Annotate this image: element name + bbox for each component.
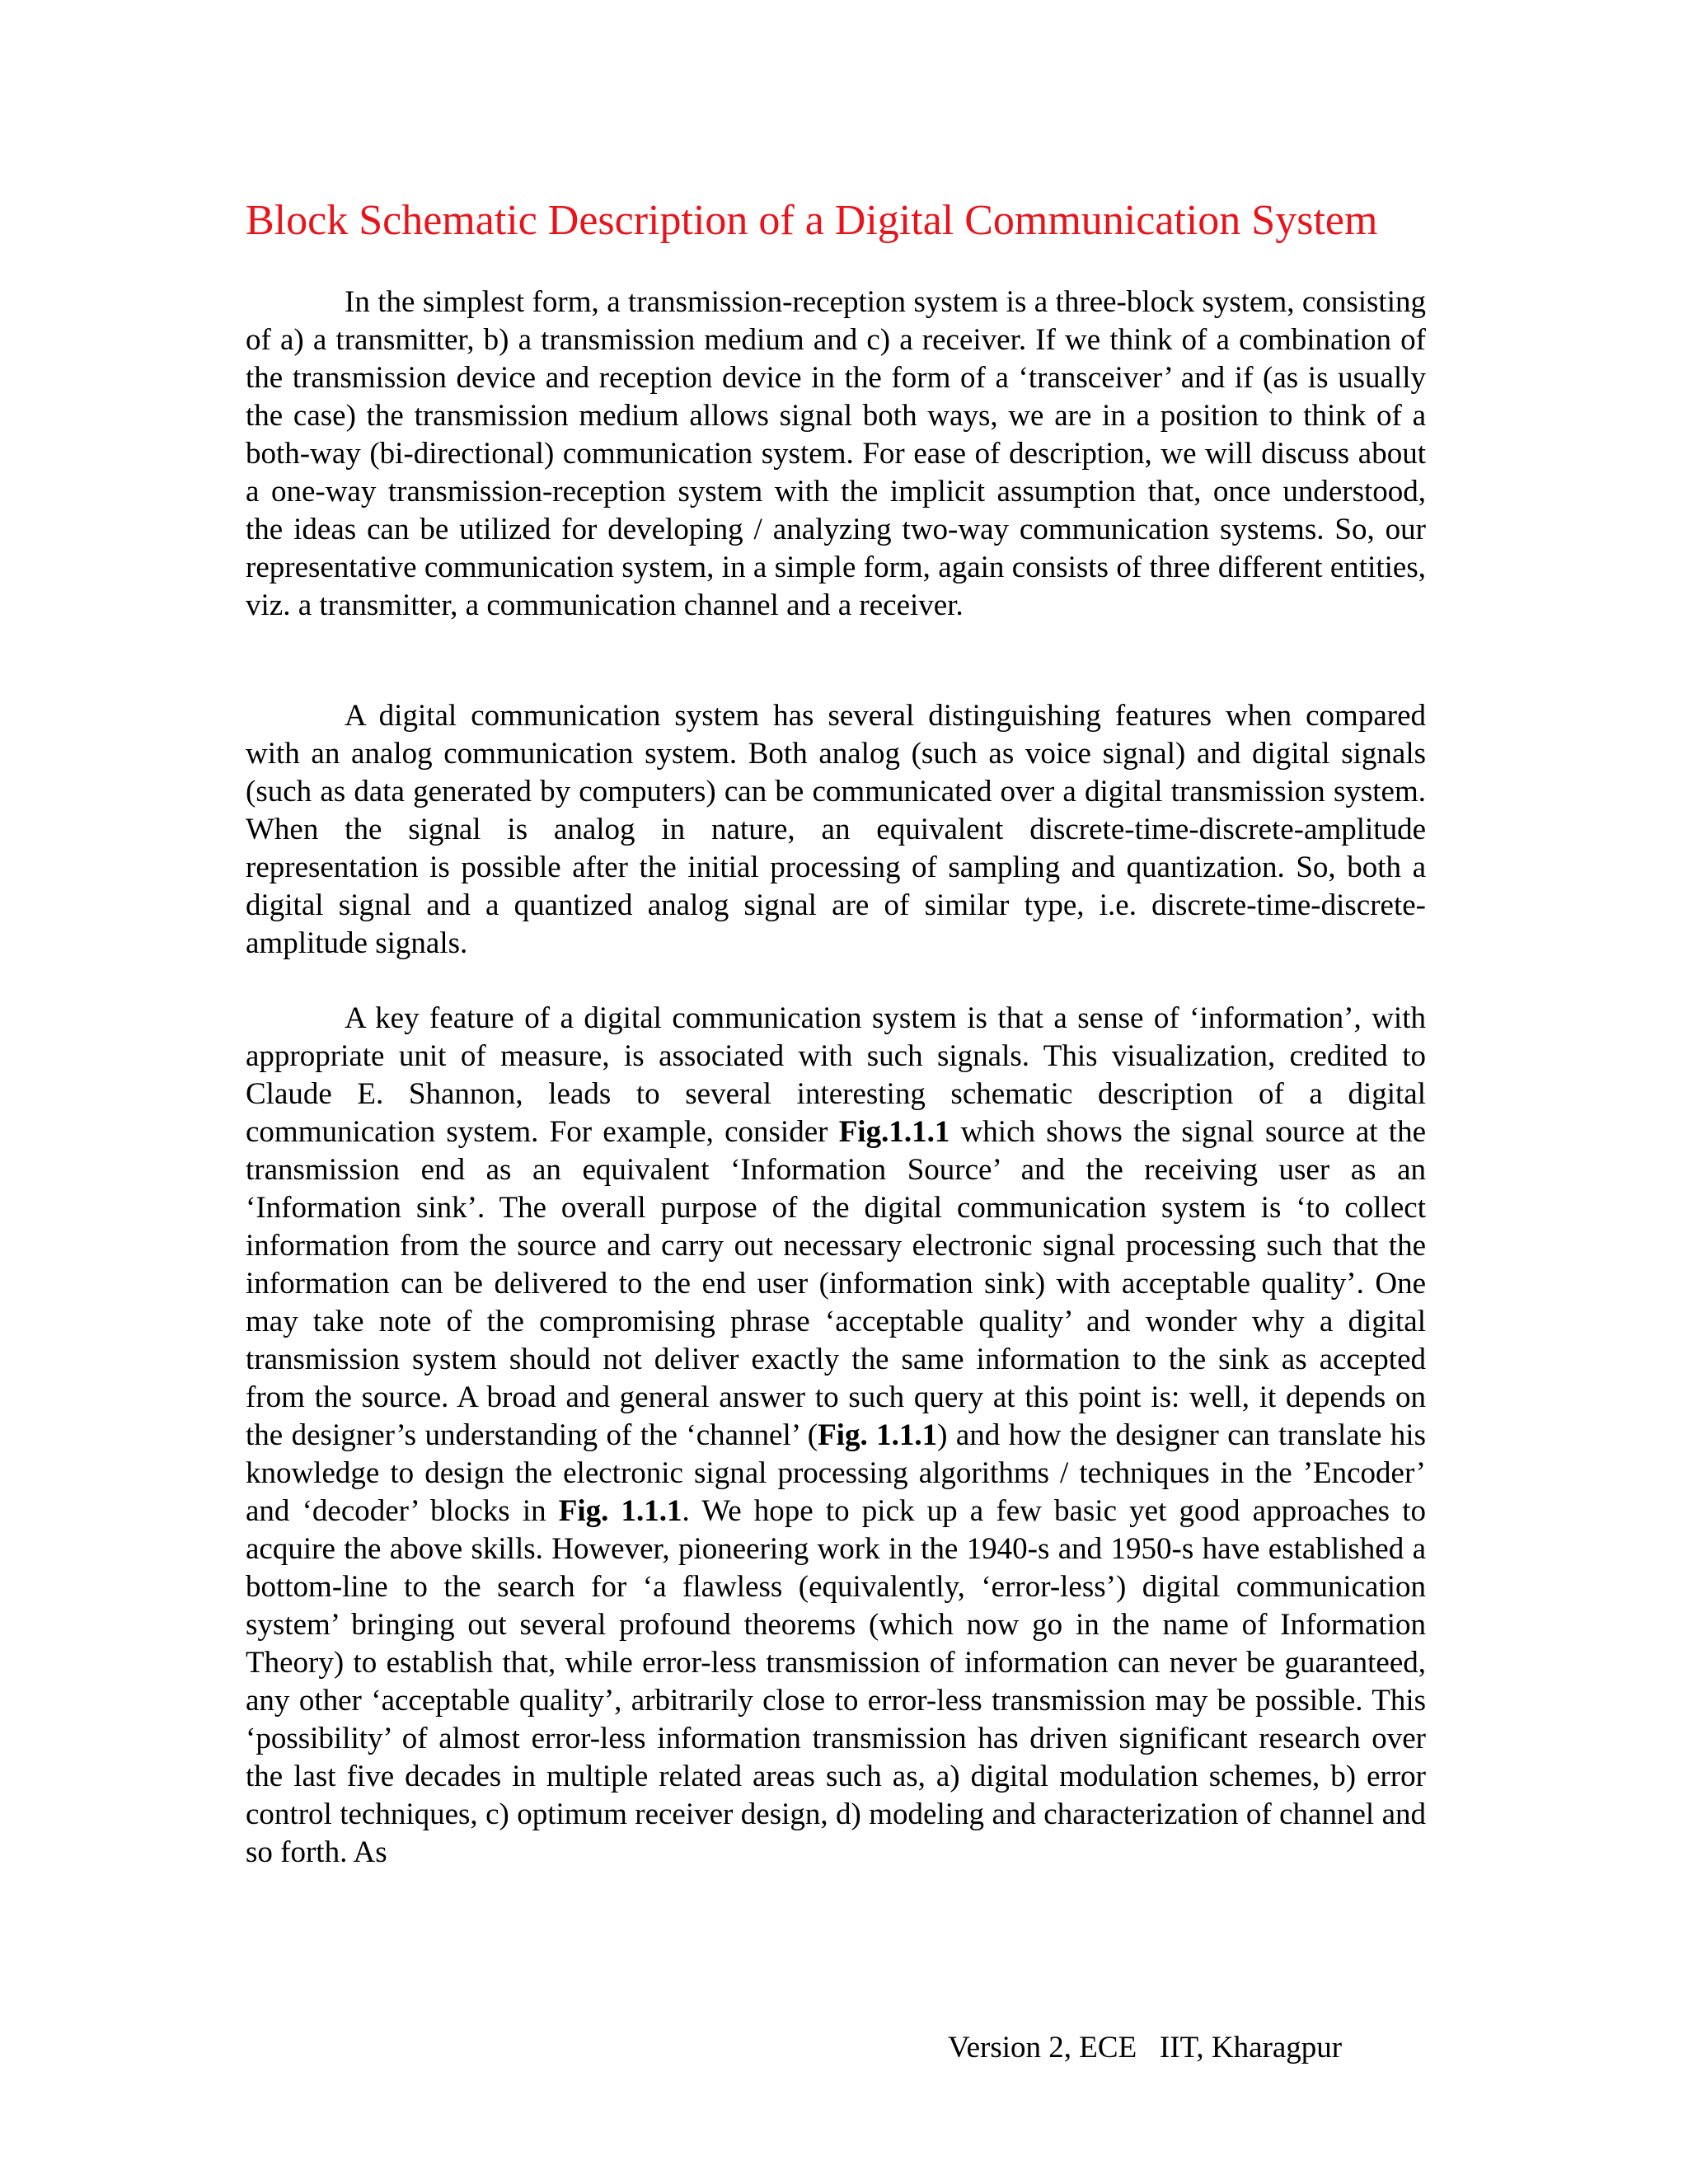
paragraph-3 xyxy=(246,1000,1426,1872)
paragraph-3-text-3: ) and how the designer can translate his knowledge to design the electronic signal processing algorithms / techniques in the ’Encoder’ and ‘decoder’ blocks in xyxy=(246,1418,1426,1528)
figure-reference: Fig.1.1.1 xyxy=(838,1115,950,1149)
page-title: Block Schematic Description of a Digital Communication System xyxy=(246,197,1378,244)
figure-reference: Fig. 1.1.1 xyxy=(558,1494,682,1528)
paragraph-3-text-2: which shows the signal source at the transmission end as an equivalent ‘Information Source’ and the receiving user as an ‘Information sink’. The overall purpose of the digital communication system is ‘to collect information from the source and carry out necessary electronic signal processing such that the information can be delivered to the end user (information sink) with acceptable quality’. One may take note of the compromising phrase ‘acceptable quality’ and wonder why a digital transmission system should not deliver exactly the same information to the sink as accepted from the source. A broad and general answer to such query at this point is: well, it depends on the designer’s understanding of the ‘channel’ ( xyxy=(246,1115,1426,1452)
paragraph-3-text-4: . We hope to pick up a few basic yet good approaches to acquire the above skills. However, pioneering work in the 1940-s and 1950-s have established a bottom-line to the search for ‘a flawless (equivalently, ‘error-less’) digital communication system’ bringing out several profound theorems (which now go in the name of Information Theory) to establish that, while error-less transmission of information can never be guaranteed, any other ‘acceptable quality’, arbitrarily close to error-less transmission may be possible. This ‘possibility’ of almost error-less information transmission has driven significant research over the last five decades in multiple related areas such as, a) digital modulation schemes, b) error control techniques, c) optimum receiver design, d) modeling and characterization of channel and so forth. As xyxy=(246,1494,1426,1869)
paragraph-3-text-1: A key feature of a digital communication system is that a sense of ‘information’, with appropriate unit of measure, is associated with such signals. This visualization, credited to Claude E. Shannon, leads to several interesting schematic description of a digital communication system. For example, consider xyxy=(246,1001,1426,1149)
figure-reference: Fig. 1.1.1 xyxy=(818,1418,938,1452)
page-footer: Version 2, ECE IIT, Kharagpur xyxy=(948,2031,1343,2064)
paragraph-2: A digital communication system has several distinguishing features when compared with an analog communication system. Both analog (such as voice signal) and digital signals (such as data generated by computers) can be communicated over a digital transmission system. When the signal is analog in nature, an equivalent discrete-time-discrete-amplitude representation is possible after the initial processing of sampling and quantization. So, both a digital signal and a quantized analog signal are of similar type, i.e. discrete-time-discrete-amplitude signals. xyxy=(246,699,1426,960)
paragraph-1: In the simplest form, a transmission-reception system is a three-block system, consisting of a) a transmitter, b) a transmission medium and c) a receiver. If we think of a combination of the transmission device and reception device in the form of a ‘transceiver’ and if (as is usually the case) the transmission medium allows signal both ways, we are in a position to think of a both-way (bi-directional) communication system. For ease of description, we will discuss about a one-way transmission-reception system with the implicit assumption that, once understood, the ideas can be utilized for developing / analyzing two-way communication systems. So, our representative communication system, in a simple form, again consists of three different entities, viz. a transmitter, a communication channel and a receiver. xyxy=(246,285,1426,622)
